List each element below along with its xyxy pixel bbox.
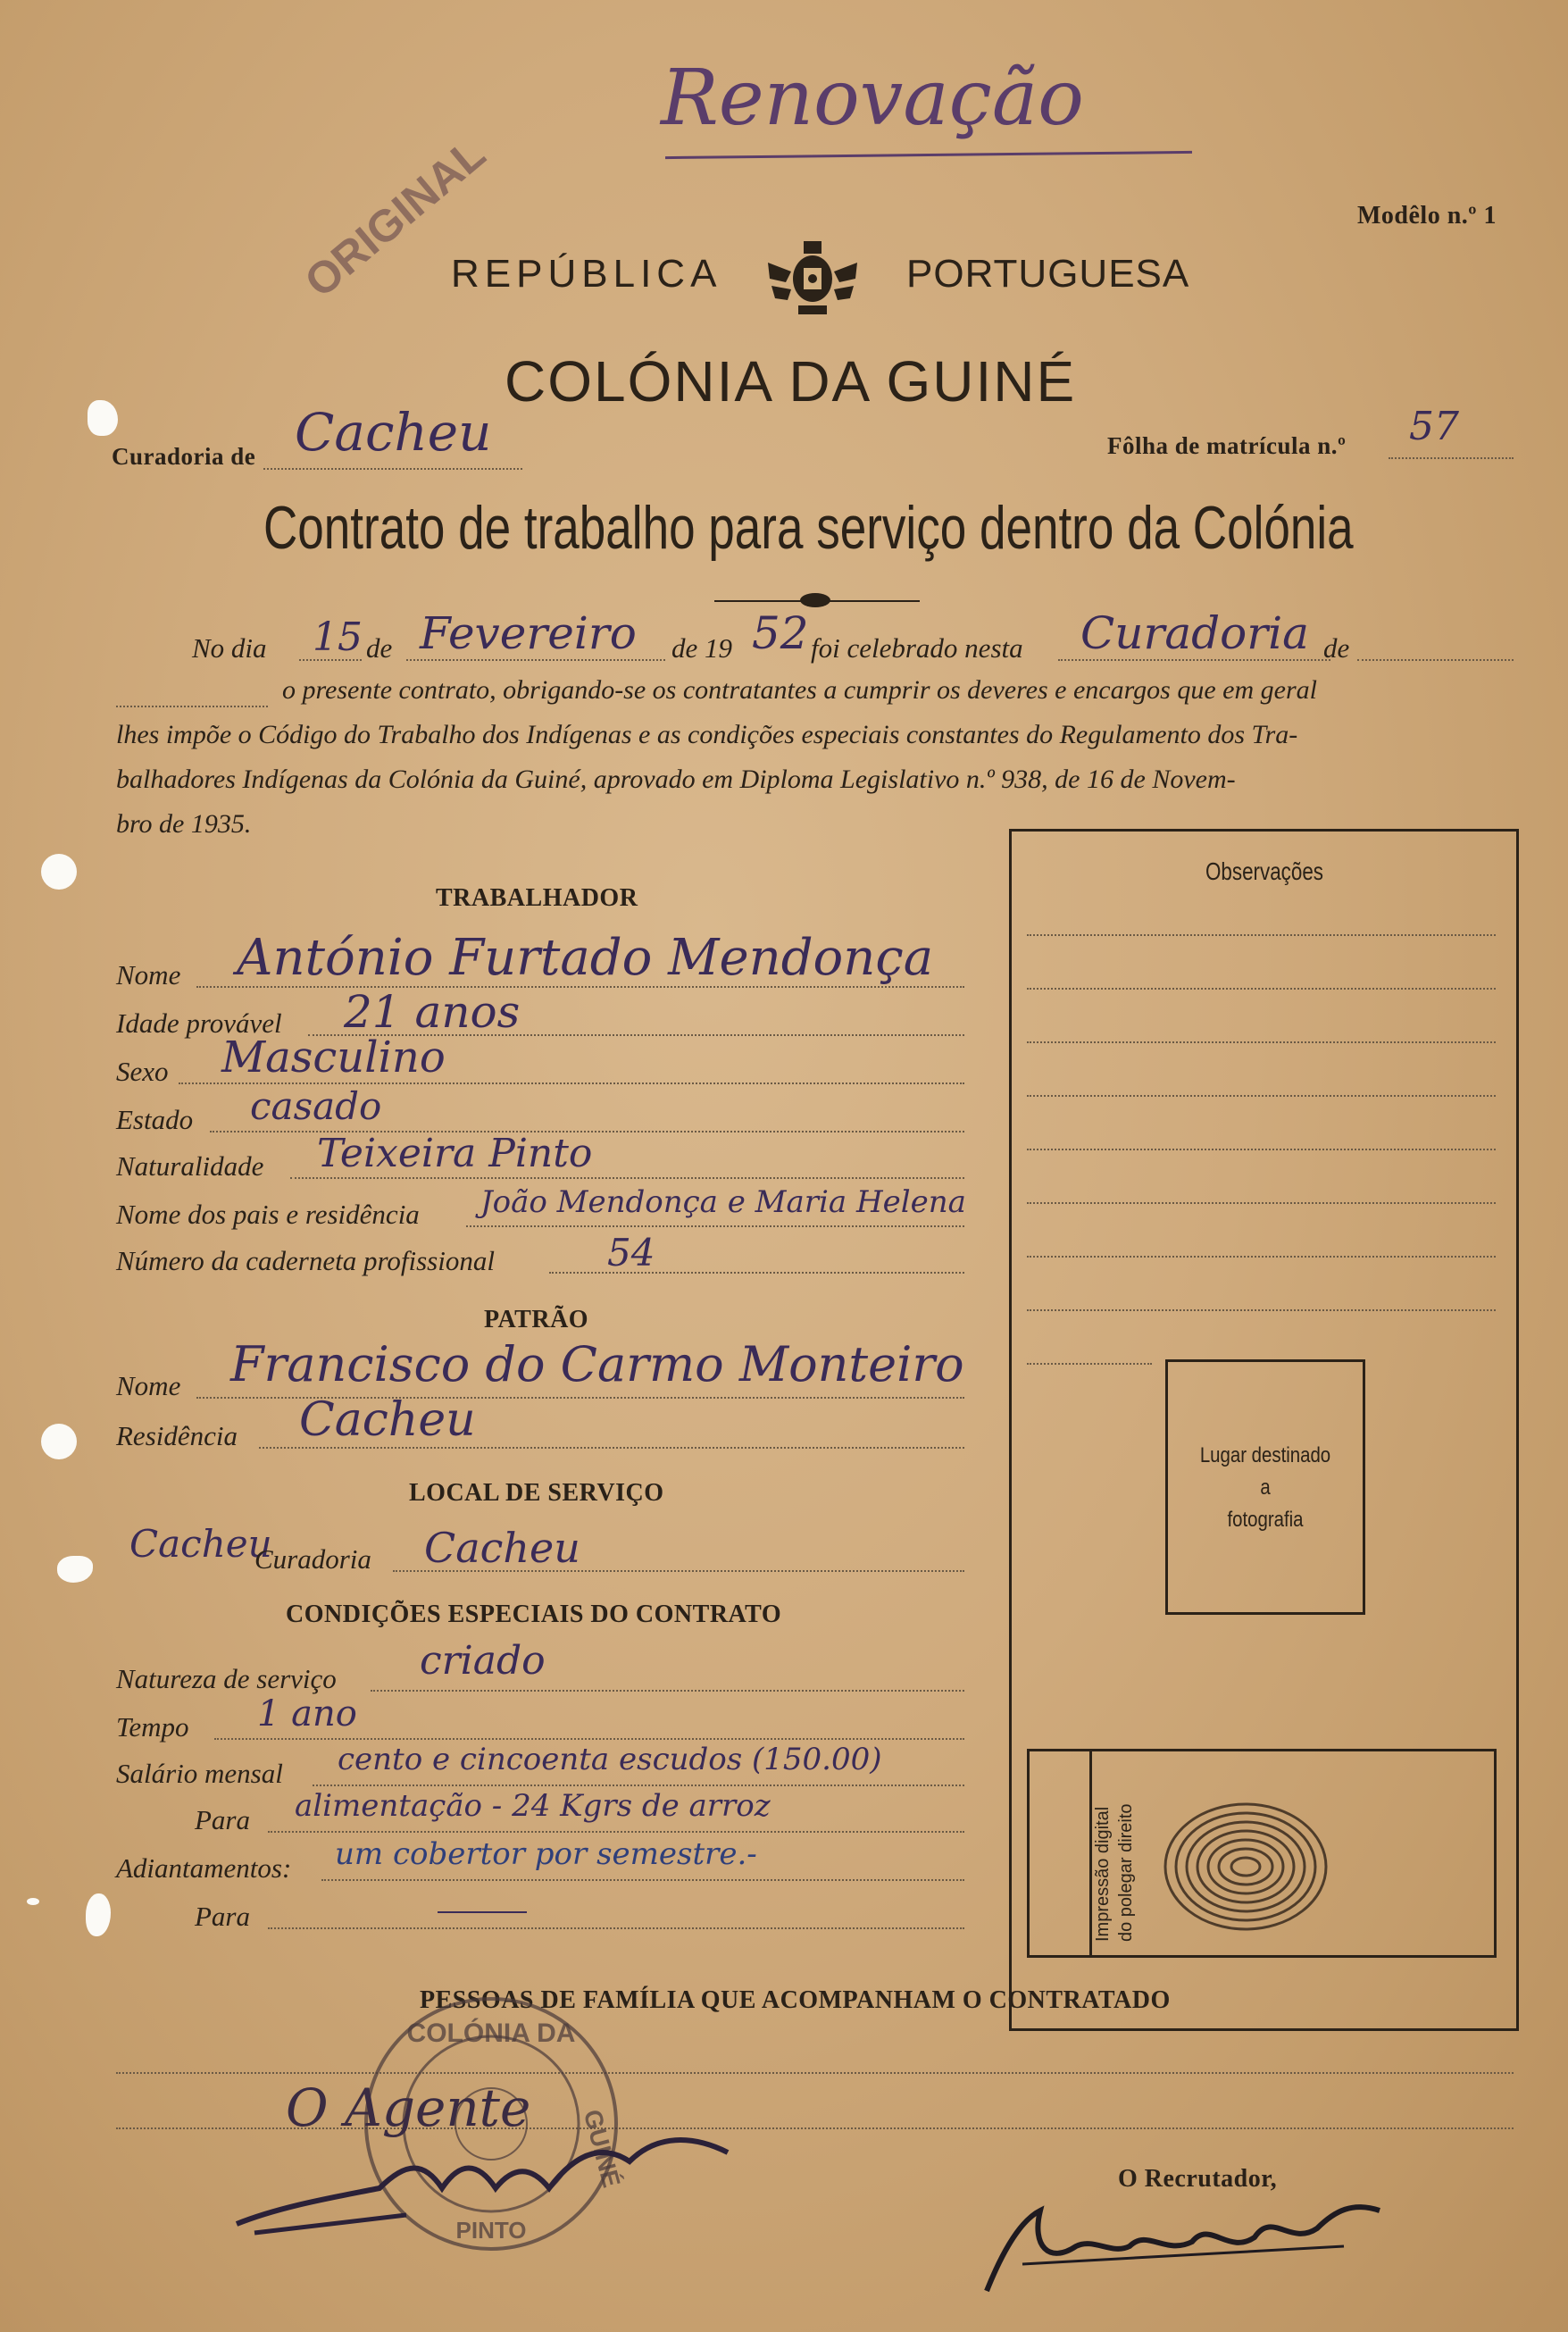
intro-line2: o presente contrato, obrigando-se os contratantes a cumprir os deveres e encargos que em geral [282, 675, 1317, 705]
svg-text:PINTO: PINTO [455, 2217, 527, 2244]
punch-hole-top [41, 854, 77, 890]
natureza-label: Natureza de serviço [116, 1663, 337, 1694]
para2-label: Para [195, 1901, 250, 1932]
condicoes-heading: CONDIÇÕES ESPECIAIS DO CONTRATO [286, 1601, 782, 1628]
tempo-label: Tempo [116, 1711, 189, 1743]
patrao-nome-value: Francisco do Carmo Monteiro [230, 1336, 964, 1392]
thumbprint-label-line2: do polegar direito [1116, 1803, 1136, 1942]
estado-label: Estado [116, 1104, 194, 1135]
patrao-nome-label: Nome [116, 1370, 181, 1401]
renovacao-underline [665, 151, 1192, 159]
renovacao-handwriting: Renovação [661, 54, 1084, 143]
photo-label-line2: a [1260, 1475, 1271, 1500]
local-curadoria-value: Cacheu [424, 1524, 580, 1572]
intro-foi-celebrado: foi celebrado nesta [811, 632, 1023, 664]
intro-line3: lhes impõe o Código do Trabalho dos Indígenas e as condições especiais constantes do Regulamento dos Tra- [116, 720, 1298, 749]
local-prefix-value: Cacheu [129, 1522, 272, 1566]
ornament-icon [800, 593, 830, 607]
caderneta-value: 54 [607, 1231, 655, 1275]
recrutador-label: O Recrutador, [1118, 2165, 1278, 2193]
republica-left: REPÚBLICA [451, 252, 722, 296]
adiantamentos-label: Adiantamentos: [116, 1852, 292, 1884]
familia-heading: PESSOAS DE FAMÍLIA QUE ACOMPANHAM O CONTRATADO [420, 1986, 1171, 2014]
intro-line5: bro de 1935. [116, 809, 252, 839]
pais-value: João Mendonça e Maria Helena [480, 1184, 966, 1220]
local-curadoria-label: Curadoria [254, 1543, 371, 1575]
nome-label: Nome [116, 959, 181, 990]
intro-dia-value: 15 [313, 614, 363, 660]
sexo-value: Masculino [221, 1032, 446, 1082]
sexo-label: Sexo [116, 1056, 169, 1087]
paper-tear [88, 400, 118, 436]
tempo-value: 1 ano [257, 1693, 357, 1734]
residencia-value: Cacheu [299, 1393, 476, 1447]
intro-de1: de [366, 632, 393, 664]
estado-value: casado [250, 1084, 382, 1128]
intro-de2: de [1323, 632, 1350, 664]
photo-label-line1: Lugar destinado [1199, 1443, 1331, 1467]
intro-line4: balhadores Indígenas da Colónia da Guiné, aprovado em Diploma Legislativo n.º 938, de 16 de Novem- [116, 765, 1236, 794]
folha-value: 57 [1409, 404, 1459, 449]
trabalhador-heading: TRABALHADOR [436, 884, 638, 912]
photo-label-line3: fotografia [1227, 1508, 1304, 1532]
punch-hole-bottom [41, 1424, 77, 1459]
thumbprint-label [1091, 1803, 1138, 1942]
curadoria-value: Cacheu [295, 402, 492, 463]
colonia-heading: COLÓNIA DA GUINÉ [505, 349, 1077, 414]
patrao-heading: PATRÃO [484, 1306, 589, 1333]
paper-tear [86, 1893, 111, 1936]
adiantamentos-value: um cobertor por semestre.- [335, 1836, 757, 1872]
observacoes-heading: Observações [1205, 857, 1323, 885]
curadoria-label: Curadoria de [112, 443, 256, 470]
naturalidade-label: Naturalidade [116, 1150, 264, 1182]
idade-label: Idade provável [116, 1007, 282, 1039]
local-heading: LOCAL DE SERVIÇO [409, 1479, 664, 1507]
para1-value: alimentação - 24 Kgrs de arroz [295, 1788, 771, 1824]
nome-value: António Furtado Mendonça [237, 929, 934, 987]
contract-title: Contrato de trabalho para serviço dentro da Colónia [263, 494, 1354, 562]
original-stamp: ORIGINAL [295, 128, 495, 307]
salario-value: cento e cincoenta escudos (150.00) [338, 1742, 882, 1777]
thumbprint-label-line1: Impressão digital [1093, 1806, 1113, 1942]
para2-dash [438, 1911, 527, 1913]
caderneta-label: Número da caderneta profissional [116, 1245, 495, 1276]
intro-mes-value: Fevereiro [420, 607, 637, 659]
thumbprint-icon [1161, 1800, 1330, 1934]
residencia-label: Residência [116, 1420, 238, 1451]
svg-text:GUINÉ: GUINÉ [578, 2106, 625, 2191]
svg-text:COLÓNIA DA: COLÓNIA DA [406, 2019, 576, 2048]
recrutador-signature-icon [969, 2193, 1415, 2300]
intro-ano-value: 52 [752, 607, 809, 659]
natureza-value: criado [420, 1638, 546, 1684]
agente-signature: O Agente [286, 2077, 531, 2138]
photo-label [1182, 1440, 1347, 1536]
model-number: Modêlo n.º 1 [1357, 202, 1497, 230]
paper-tear [57, 1556, 93, 1583]
pais-label: Nome dos pais e residência [116, 1199, 420, 1230]
republica-right: PORTUGUESA [906, 252, 1190, 296]
intro-local-value: Curadoria [1080, 607, 1309, 659]
naturalidade-value: Teixeira Pinto [317, 1131, 593, 1176]
agente-scribble-icon [228, 2126, 763, 2242]
salario-label: Salário mensal [116, 1758, 283, 1789]
intro-no-dia: No dia [192, 632, 267, 664]
coat-of-arms-icon [759, 236, 866, 318]
folha-label: Fôlha de matrícula n.º [1107, 432, 1347, 459]
para1-label: Para [195, 1804, 250, 1835]
idade-value: 21 anos [344, 986, 521, 1038]
intro-de-19: de 19 [671, 632, 733, 664]
paper-tear [27, 1898, 39, 1905]
